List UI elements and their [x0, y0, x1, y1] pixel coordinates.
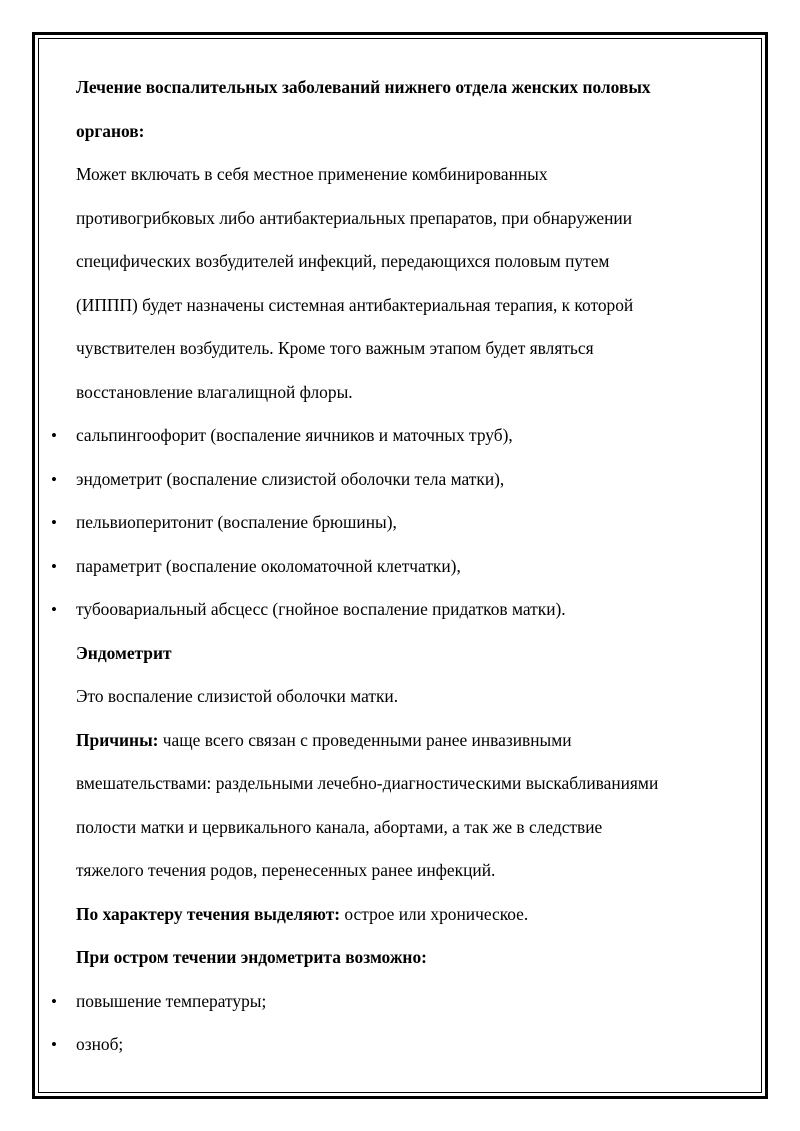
intro-text-line: противогрибковых либо антибактериальных препаратов, при обнаружении — [76, 207, 633, 228]
intro-text-line: специфических возбудителей инфекций, передающихся половым путем — [76, 251, 610, 271]
section-heading-line-2: органов: — [76, 120, 145, 141]
list-item: • озноб; — [76, 1023, 746, 1067]
causes-text-line: полости матки и цервикального канала, абортами, а так же в следствие — [76, 816, 603, 837]
course-label: По характеру течения выделяют: — [76, 903, 341, 924]
section-heading-line-1: Лечение воспалительных заболеваний нижнего отдела женских половых — [76, 77, 651, 97]
causes-line-1 — [76, 719, 746, 763]
endometritis-definition: Это воспаление слизистой оболочки матки. — [76, 686, 399, 706]
intro-text-line: чувствителен возбудитель. Кроме того важным этапом будет являться — [76, 338, 594, 358]
intro-text-line: (ИППП) будет назначены системная антибактериальная терапия, к которой — [76, 294, 634, 315]
list-item: • сальпингоофорит (воспаление яичников и маточных труб), — [76, 414, 746, 458]
causes-text-line: тяжелого течения родов, перенесенных ранее инфекций. — [76, 860, 496, 880]
course-text: острое или хроническое. — [340, 903, 529, 924]
list-item: • повышение температуры; — [76, 980, 746, 1024]
list-item: • эндометрит (воспаление слизистой оболочки тела матки), — [76, 458, 746, 502]
list-item: • пельвиоперитонит (воспаление брюшины), — [76, 501, 746, 545]
list-item: • тубоовариальный абсцесс (гнойное воспаление придатков матки). — [76, 588, 746, 632]
list-item: • параметрит (воспаление околоматочной клетчатки), — [76, 545, 746, 589]
acute-course-heading: При остром течении эндометрита возможно: — [76, 947, 427, 967]
endometritis-title: Эндометрит — [76, 642, 172, 663]
intro-text-line: Может включать в себя местное применение комбинированных — [76, 164, 548, 184]
causes-text-line: вмешательствами: раздельными лечебно-диагностическими выскабливаниями — [76, 773, 659, 793]
causes-text: чаще всего связан с проведенными ранее инвазивными — [158, 729, 572, 750]
intro-text-line: восстановление влагалищной флоры. — [76, 381, 353, 402]
causes-label: Причины: — [76, 729, 159, 750]
course-line — [76, 893, 746, 937]
document-body — [76, 66, 746, 1067]
